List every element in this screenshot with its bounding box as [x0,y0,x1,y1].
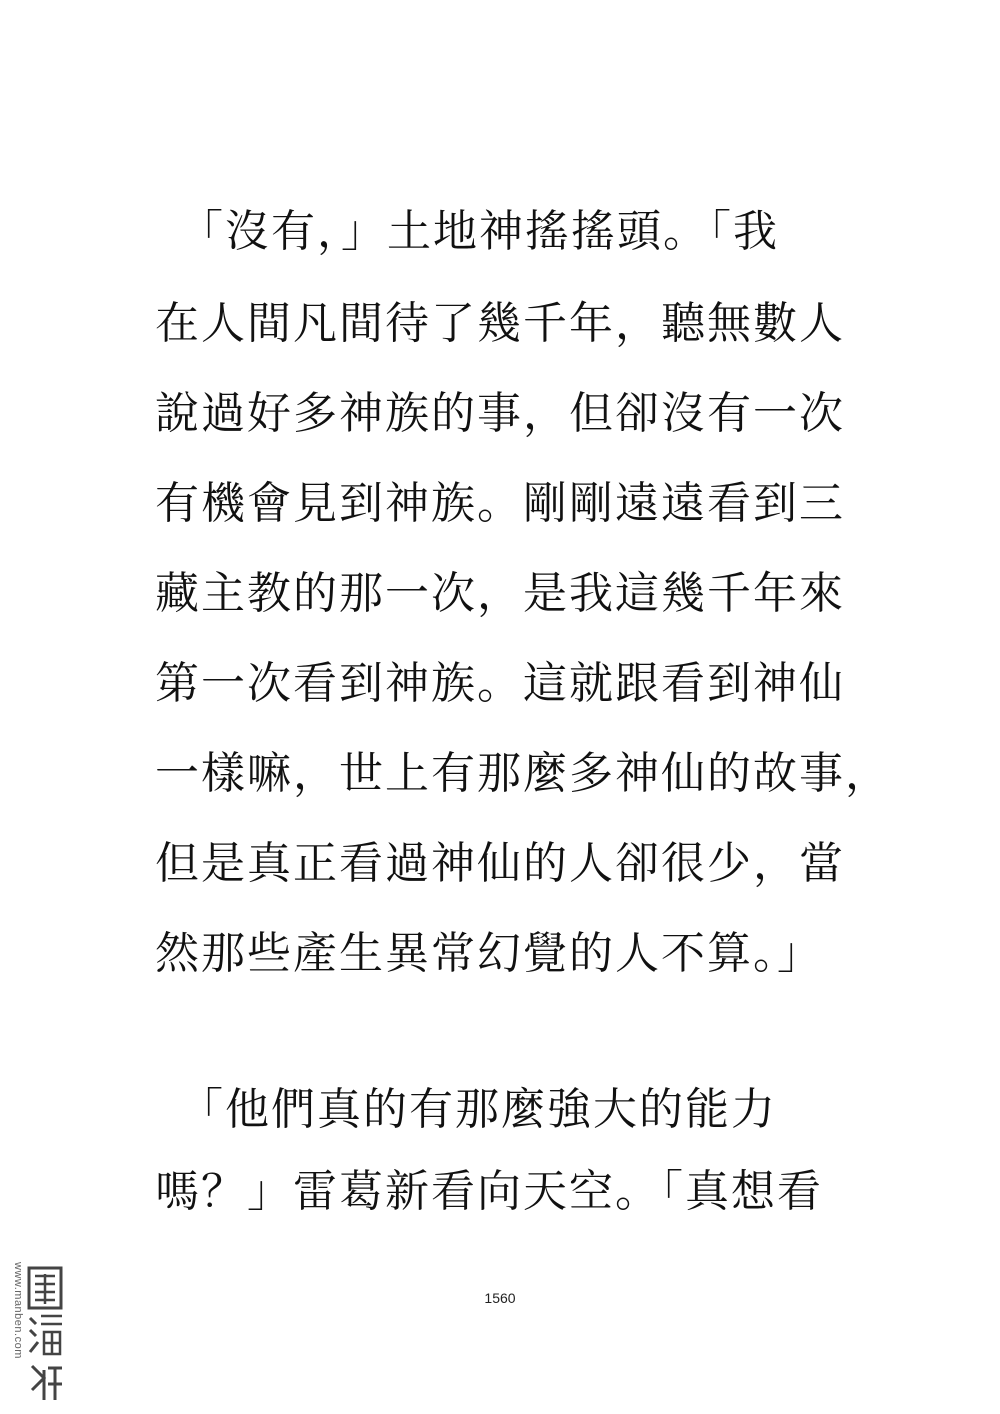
text-line: 說過好多神族的事，但卻沒有一次 [155,388,845,439]
manben-logo-icon [26,1266,66,1406]
text-line: 「沒有，」土地神搖搖頭。「我 [155,206,779,257]
text-line: 藏主教的那一次，是我這幾千年來 [155,568,845,619]
watermark-url: www.manben.com [12,1262,24,1359]
text-line: 嗎？」雷葛新看向天空。「真想看 [155,1166,823,1217]
watermark [6,1262,68,1410]
text-line: 有機會見到神族。剛剛遠遠看到三 [155,478,845,529]
text-line: 「他們真的有那麼強大的能力 [155,1084,777,1135]
text-line: 然那些產生異常幻覺的人不算。」 [155,928,823,979]
text-line: 在人間凡間待了幾千年，聽無數人 [155,298,845,349]
text-line: 但是真正看過神仙的人卻很少，當 [155,838,845,889]
page-number: 1560 [484,1290,516,1306]
text-line: 一樣嘛，世上有那麼多神仙的故事， [155,748,891,799]
text-line: 第一次看到神族。這就跟看到神仙 [155,658,845,709]
